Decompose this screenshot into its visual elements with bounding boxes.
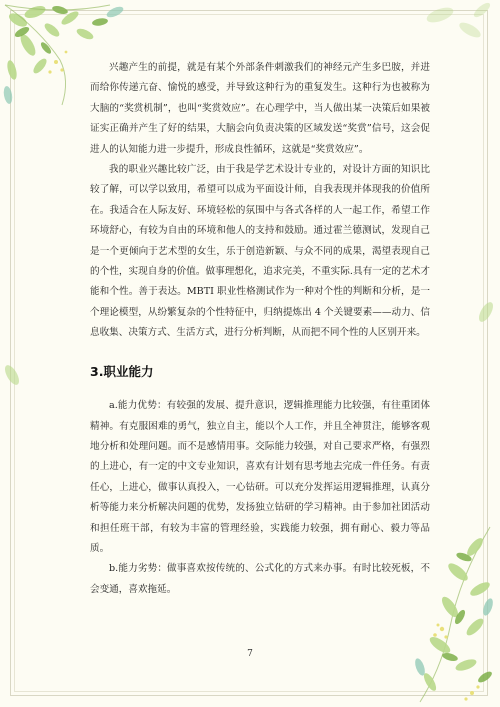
paragraph-interest-premise: 兴趣产生的前提，就是有某个外部条件刺激我们的神经元产生多巴胺，并进而给你传递亢奋、愉悦的感受，并导致这种行为的重复发生。这种行为也被称为大脑的“奖赏机制”，也叫“奖赏效应”。在心理学中，当人做出某一决策后如果被证实正确并产生了好的结果，大脑会向负责决策的区域发送“奖赏”信号，这会促进人的认知能力进一步提升，形成良性循环，这就是“奖赏效应”。 (90, 62, 430, 155)
section-title-career-ability: 3.职业能力 (90, 363, 154, 379)
paragraph-career-interest: 我的职业兴趣比较广泛，由于我是学艺术设计专业的，对设计方面的知识比较了解，可以学以致用，希望可以成为平面设计师，自我表现并体现我的价值所在。我适合在人际友好、环境轻松的氛围中与各式各样的人一起工作，希望工作环境舒心，有较为自由的环境和他人的支持和鼓励。通过霍兰德测试，发现自己是一个更倾向于艺术型的女生，乐于创造新颖、与众不同的成果，渴望表现自己的个性，实现自身的价值。做事理想化，追求完美，不重实际.具有一定的艺术才能和个性。善于表达。MBTI 职业性格测试作为一种对个性的判断和分析，是一个理论模型，从纷繁复杂的个性特征中，归纳提炼出 4 个关键要素——动力、信息收集、决策方式、生活方式，进行分析判断，从而把不同个性的人区别开来。 (90, 164, 430, 339)
paragraph-ability-strengths: a.能力优势：有较强的发展、提升意识，逻辑推理能力比较强，有往重团体精神。有克服困难的勇气，独立自主，能以个人工作，并且全神贯注，能够客观地分析和处理问题。而不是感情用事。交际能力较强，对自己要求严格，有强烈的上进心，有一定的中文专业知识，喜欢有计划有思考地去完成一件任务。有责任心，上进心，做事认真投入，一心钻研。可以充分发挥运用逻辑推理，认真分析等能力来分析解决问题的优势，发扬独立钻研的学习精神。由于参加社团活动和担任班干部，有较为丰富的管理经验，实践能力较强，拥有耐心、毅力等品质。 (90, 400, 430, 554)
paragraph-ability-weaknesses: b.能力劣势：做事喜欢按传统的、公式化的方式来办事。有时比较死板，不会变通，喜欢拖延。 (90, 563, 430, 595)
page-number: 7 (247, 649, 253, 659)
document-body (90, 58, 430, 600)
